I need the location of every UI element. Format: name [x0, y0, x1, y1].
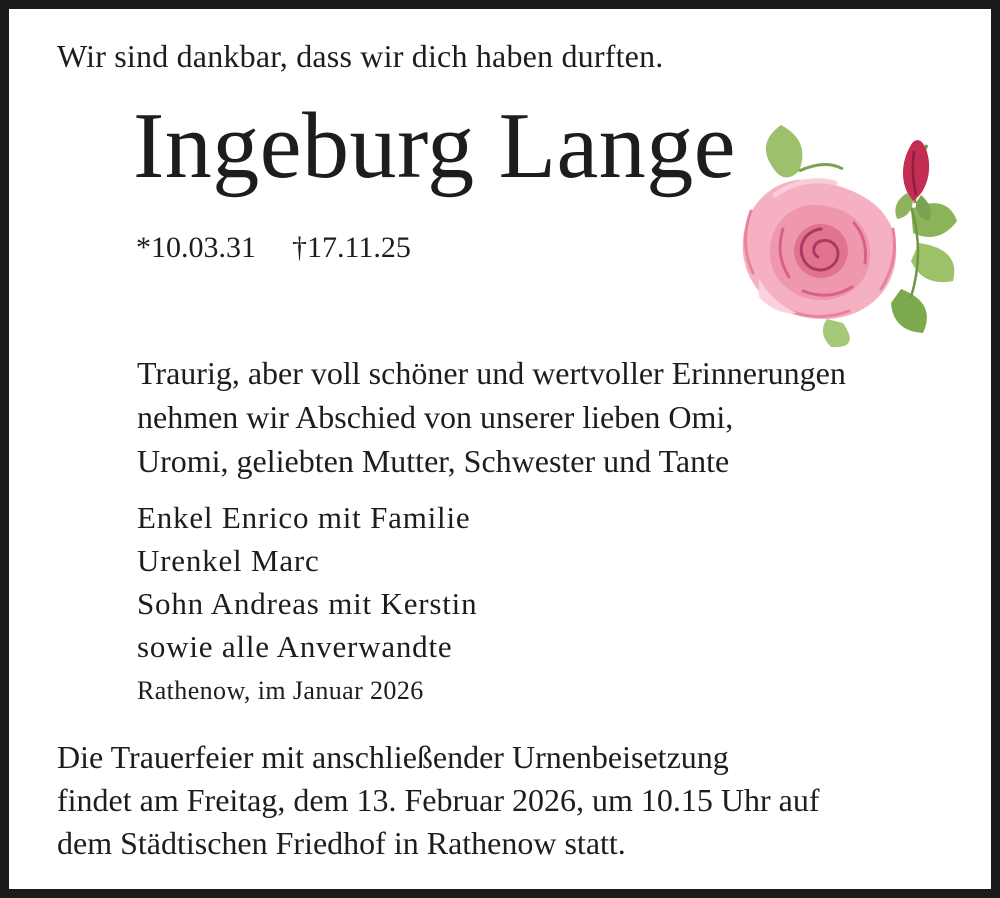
mourners-list	[137, 496, 477, 668]
tribute-text	[137, 351, 846, 483]
mourner-line: Urenkel Marc	[137, 543, 320, 578]
rose-flower	[743, 180, 897, 320]
death-date: †17.11.25	[292, 231, 411, 264]
tribute-line: nehmen wir Abschied von unserer lieben Omi,	[137, 399, 734, 435]
life-dates	[136, 231, 411, 265]
funeral-line: findet am Freitag, dem 13. Februar 2026, um 10.15 Uhr auf	[57, 782, 820, 818]
tribute-line: Uromi, geliebten Mutter, Schwester und Tante	[137, 443, 730, 479]
funeral-line: dem Städtischen Friedhof in Rathenow statt.	[57, 825, 626, 861]
mourner-line: sowie alle Anverwandte	[137, 629, 453, 664]
mourner-line: Sohn Andreas mit Kerstin	[137, 586, 478, 621]
rose-illustration	[715, 111, 965, 351]
funeral-line: Die Trauerfeier mit anschließender Urnenbeisetzung	[57, 739, 729, 775]
funeral-info	[57, 736, 820, 865]
deceased-name: Ingeburg Lange	[133, 94, 736, 198]
birth-date: *10.03.31	[136, 231, 256, 264]
tribute-line: Traurig, aber voll schöner und wertvoller Erinnerungen	[137, 355, 846, 391]
opening-line: Wir sind dankbar, dass wir dich haben durften.	[57, 38, 664, 74]
mourner-line: Enkel Enrico mit Familie	[137, 500, 471, 535]
place-date-line: Rathenow, im Januar 2026	[137, 676, 424, 705]
